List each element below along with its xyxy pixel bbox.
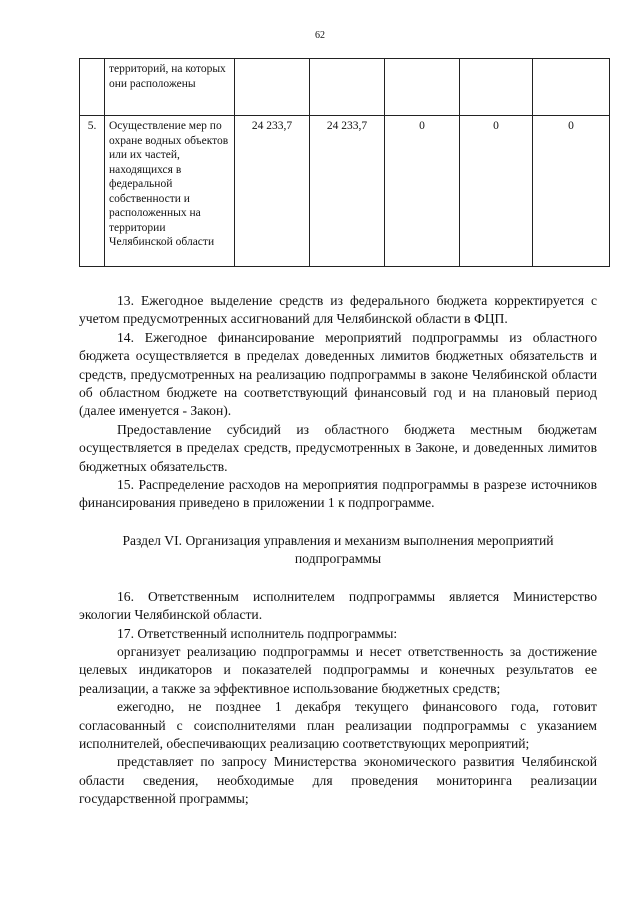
table-row xyxy=(80,59,610,116)
value-cell: 0 xyxy=(385,116,460,267)
paragraph-submits: представляет по запросу Министерства экономического развития Челябинской области сведения, необходимые для проведения мониторинга реализации государственной программы; xyxy=(79,754,597,807)
value-cell xyxy=(533,59,610,116)
paragraph-16: 16. Ответственным исполнителем подпрограммы является Министерство экологии Челябинской области. xyxy=(79,588,597,623)
value-cell xyxy=(235,59,310,116)
paragraph-17: 17. Ответственный исполнитель подпрограммы: xyxy=(117,625,398,641)
value-cell: 24 233,7 xyxy=(235,116,310,267)
budget-table xyxy=(79,58,610,267)
value-cell xyxy=(310,59,385,116)
paragraph-subsidies: Предоставление субсидий из областного бюджета местным бюджетам осуществляется в пределах средств, предусмотренных в Законе, и доведенных лимитов бюджетных обязательств. xyxy=(79,421,597,474)
table-row xyxy=(80,116,610,267)
value-cell xyxy=(460,59,533,116)
paragraph-organizes: организует реализацию подпрограммы и несет ответственность за достижение целевых индикаторов и показателей подпрограммы и конечных результатов ее реализации, а также за эффективное использование бюджетных средств; xyxy=(79,643,597,696)
paragraph-14: 14. Ежегодное финансирование мероприятий подпрограммы из областного бюджета осуществляется в пределах доведенных лимитов бюджетных обязательств и средств, предусмотренных на реализацию подпрограммы в законе Челябинской области об областном бюджете на соответствующий финансовый год и на плановый период (далее именуется - Закон). xyxy=(79,329,597,419)
paragraph-13: 13. Ежегодное выделение средств из федерального бюджета корректируется с учетом предусмотренных ассигнований для Челябинской области в ФЦП. xyxy=(79,293,597,327)
measure-name-cell: Осуществление мер по охране водных объектов или их частей, находящихся в федеральной собственности и расположенных на территории Челябинской области xyxy=(105,116,235,267)
paragraph-15: 15. Распределение расходов на мероприятия подпрограммы в разрезе источников финансирования приведено в приложении 1 к подпрограмме. xyxy=(79,477,597,511)
document-body xyxy=(79,292,597,809)
row-number-cell: 5. xyxy=(80,116,105,267)
section-heading: Раздел VI. Организация управления и механизм выполнения мероприятий подпрограммы xyxy=(122,532,554,567)
measure-name-cell: территорий, на которых они расположены xyxy=(105,59,235,116)
paragraph-annually: ежегодно, не позднее 1 декабря текущего финансового года, готовит согласованный с соисполнителями план реализации подпрограммы с указанием исполнителей, обеспечивающих реализацию соответствующих мероприятий; xyxy=(79,699,597,751)
value-cell: 24 233,7 xyxy=(310,116,385,267)
value-cell: 0 xyxy=(460,116,533,267)
value-cell xyxy=(385,59,460,116)
row-number-cell xyxy=(80,59,105,116)
page-number: 62 xyxy=(315,30,325,41)
value-cell: 0 xyxy=(533,116,610,267)
